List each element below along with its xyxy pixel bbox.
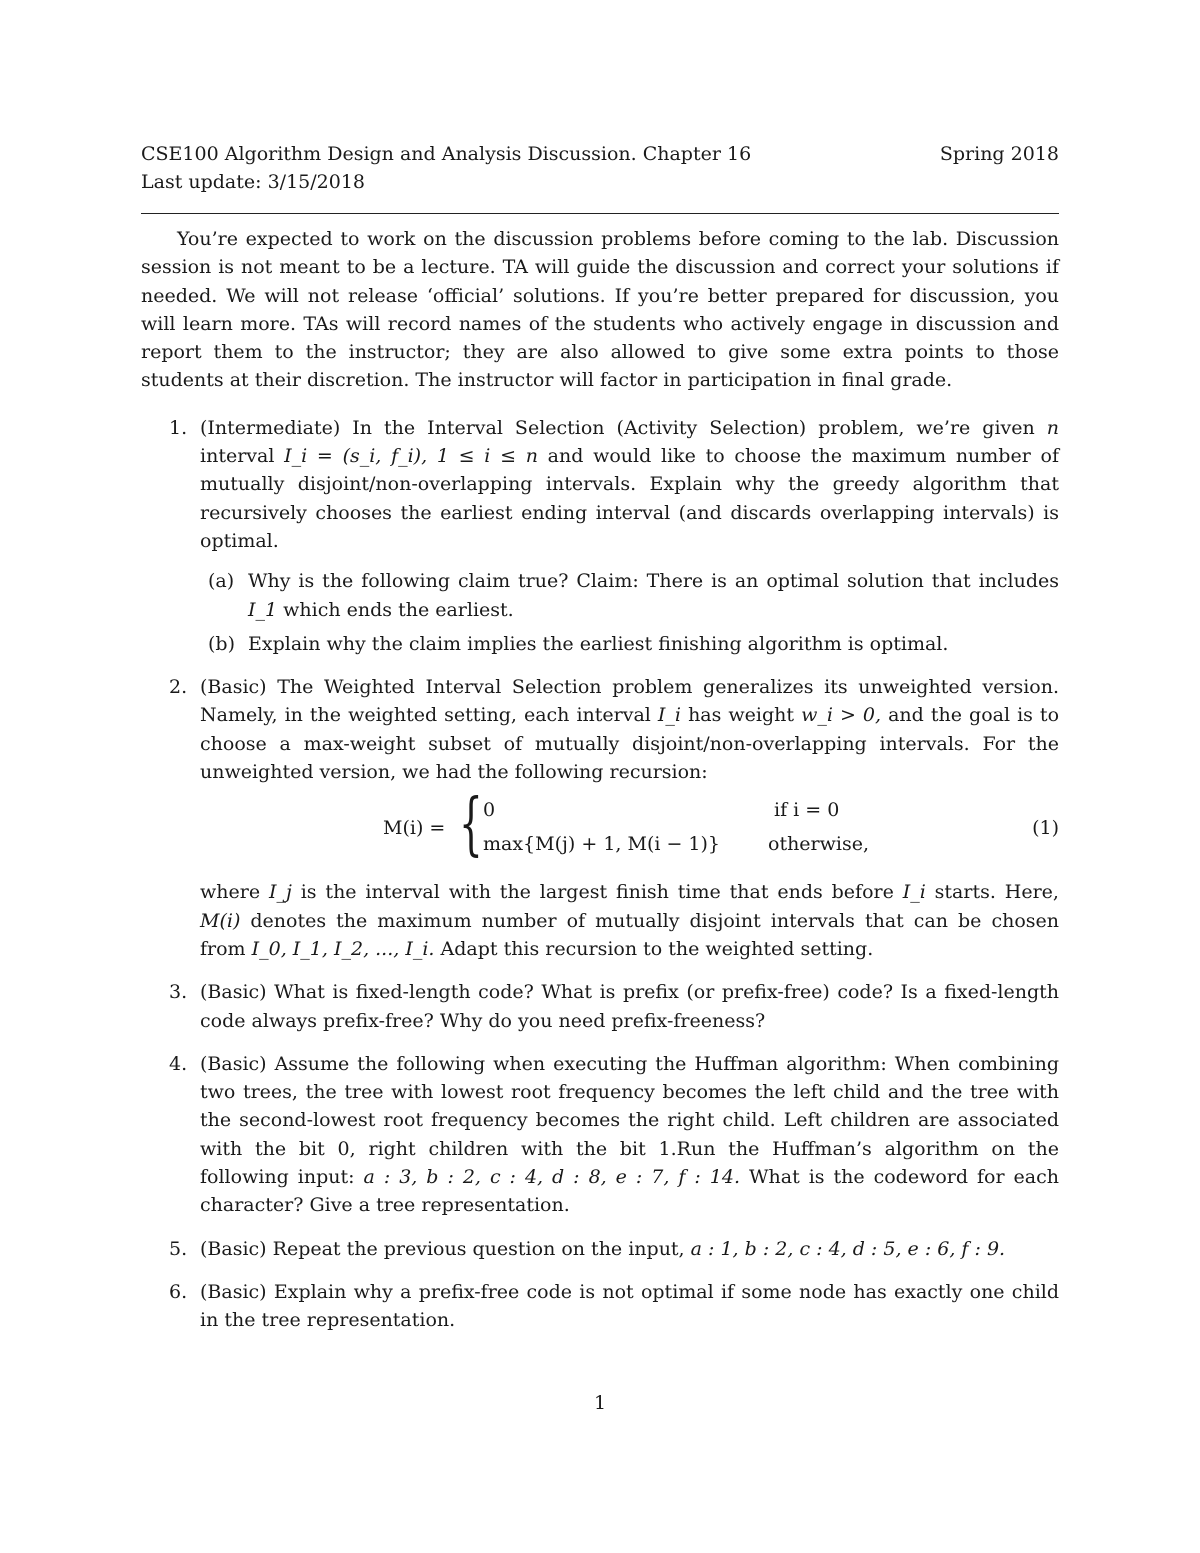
problem-number: 5. xyxy=(169,1237,188,1260)
huffman-input: a : 3, b : 2, c : 4, d : 8, e : 7, f : 14. xyxy=(363,1166,740,1189)
term-label: Spring 2018 xyxy=(939,143,1059,165)
last-update: Last update: 3/15/2018 xyxy=(141,171,366,193)
equation-lhs: M(i) = xyxy=(383,817,446,840)
problem-level: (Intermediate) xyxy=(200,416,341,439)
equation-condition-2: otherwise, xyxy=(768,833,870,856)
math-var: I_j xyxy=(268,881,292,904)
subpart-text: which ends the earliest. xyxy=(283,598,514,621)
math-var: n xyxy=(1046,416,1059,439)
subpart-text: Explain why the claim implies the earliest finishing algorithm is optimal. xyxy=(248,632,949,655)
problem-text: Adapt this recursion to the weighted setting. xyxy=(440,937,874,960)
problem-text: denotes the maximum number of mutually disjoint intervals that can be chosen from xyxy=(200,909,1059,960)
intro-paragraph: You’re expected to work on the discussion problems before coming to the lab. Discussion session is not meant to be a lecture. TA will guide the discussion and correct your solutions if needed. We will not release ‘official’ solutions. If you’re better prepared for discussion, you will learn more. TAs will record names of the students who actively engage in discussion and report them to the instructor; they are also allowed to give some extra points to those students at their discretion. The instructor will factor in participation in final grade. xyxy=(141,228,1059,392)
problem-text: Assume the following when executing the Huffman algorithm: When combining two trees, the tree with lowest root frequency becomes the left child and the tree with the second-lowest root frequency becomes the right child. Left children are associated with the bit 0, right children with the bit 1.Run the Huffman’s algorithm on the following input: xyxy=(200,1052,1059,1189)
document-title: CSE100 Algorithm Design and Analysis Discussion. Chapter 16 xyxy=(141,143,752,165)
equation-number: (1) xyxy=(1032,817,1059,840)
math-var: I_i xyxy=(657,704,682,727)
header-row xyxy=(141,140,1059,168)
subpart-a xyxy=(200,567,1059,624)
math-var: w_i > 0, xyxy=(801,704,882,727)
problem-level: (Basic) xyxy=(200,1237,267,1260)
problem-number: 6. xyxy=(169,1280,188,1303)
problem-level: (Basic) xyxy=(200,676,267,699)
equation-case-1: 0 xyxy=(483,799,496,822)
recursion-equation xyxy=(200,785,1059,870)
problem-text: Explain why a prefix-free code is not optimal if some node has exactly one child in the tree representation. xyxy=(200,1280,1060,1332)
problem-level: (Basic) xyxy=(200,1280,267,1303)
problem-text: and the goal is to choose a max-weight subset of mutually disjoint/non-overlapping intervals. For the unweighted version, we had the following recursion: xyxy=(200,704,1060,784)
header-rule xyxy=(141,213,1059,214)
math-list: I_0, I_1, I_2, ..., I_i. xyxy=(251,937,435,960)
math-formula: I_i = (s_i, f_i), 1 ≤ i ≤ n xyxy=(284,445,538,468)
problem-4 xyxy=(141,1050,1059,1220)
problem-text: Repeat the previous question on the input, xyxy=(272,1237,685,1260)
problem-number: 1. xyxy=(169,416,188,439)
page-number: 1 xyxy=(593,1392,607,1414)
problem-text: is the interval with the largest finish time that ends before xyxy=(300,881,894,904)
problem-text: What is fixed-length code? What is prefix (or prefix-free) code? Is a fixed-length code always prefix-free? Why do you need prefix-freeness? xyxy=(200,981,1060,1032)
brace-symbol: { xyxy=(459,785,483,865)
problem-level: (Basic) xyxy=(200,1052,267,1075)
problem-3 xyxy=(141,978,1059,1035)
math-var: I_i xyxy=(902,881,926,904)
math-var: M(i) xyxy=(200,909,241,932)
problem-1 xyxy=(141,414,1059,658)
problem-text: where xyxy=(200,881,261,904)
equation-case-2: max{M(j) + 1, M(i − 1)} xyxy=(483,833,721,856)
problem-text: In the Interval Selection (Activity Selection) problem, we’re given xyxy=(352,416,1035,439)
math-var: I_1 xyxy=(248,598,278,621)
problem-text: has weight xyxy=(688,704,795,727)
problem-text: What is the codeword for each character? Give a tree representation. xyxy=(200,1166,1059,1217)
problem-number: 2. xyxy=(169,676,188,699)
problem-list xyxy=(141,414,1059,1335)
problem-text: interval xyxy=(200,445,275,468)
subpart-b xyxy=(200,630,1059,658)
problem-5 xyxy=(141,1235,1059,1263)
problem-number: 3. xyxy=(169,981,188,1004)
equation-condition-1: if i = 0 xyxy=(774,799,840,822)
problem-6 xyxy=(141,1278,1059,1335)
problem-number: 4. xyxy=(169,1052,188,1075)
problem-level: (Basic) xyxy=(200,981,267,1004)
problem-2 xyxy=(141,673,1059,963)
document-page xyxy=(141,140,1059,1350)
problem-text: starts. Here, xyxy=(934,881,1059,904)
huffman-input: a : 1, b : 2, c : 4, d : 5, e : 6, f : 9. xyxy=(690,1237,1006,1260)
subpart-label: (a) xyxy=(208,570,235,593)
subpart-label: (b) xyxy=(208,632,235,655)
problem-text: The Weighted Interval Selection problem generalizes its unweighted version. Namely, in the weighted setting, each interval xyxy=(200,676,1059,727)
subpart-text: Why is the following claim true? Claim: There is an optimal solution that includes xyxy=(248,570,1059,593)
problem-text: and would like to choose the maximum number of mutually disjoint/non-overlapping intervals. Explain why the greedy algorithm that recursively chooses the earliest ending interval (and discards overlapping intervals) is optimal. xyxy=(200,445,1059,552)
